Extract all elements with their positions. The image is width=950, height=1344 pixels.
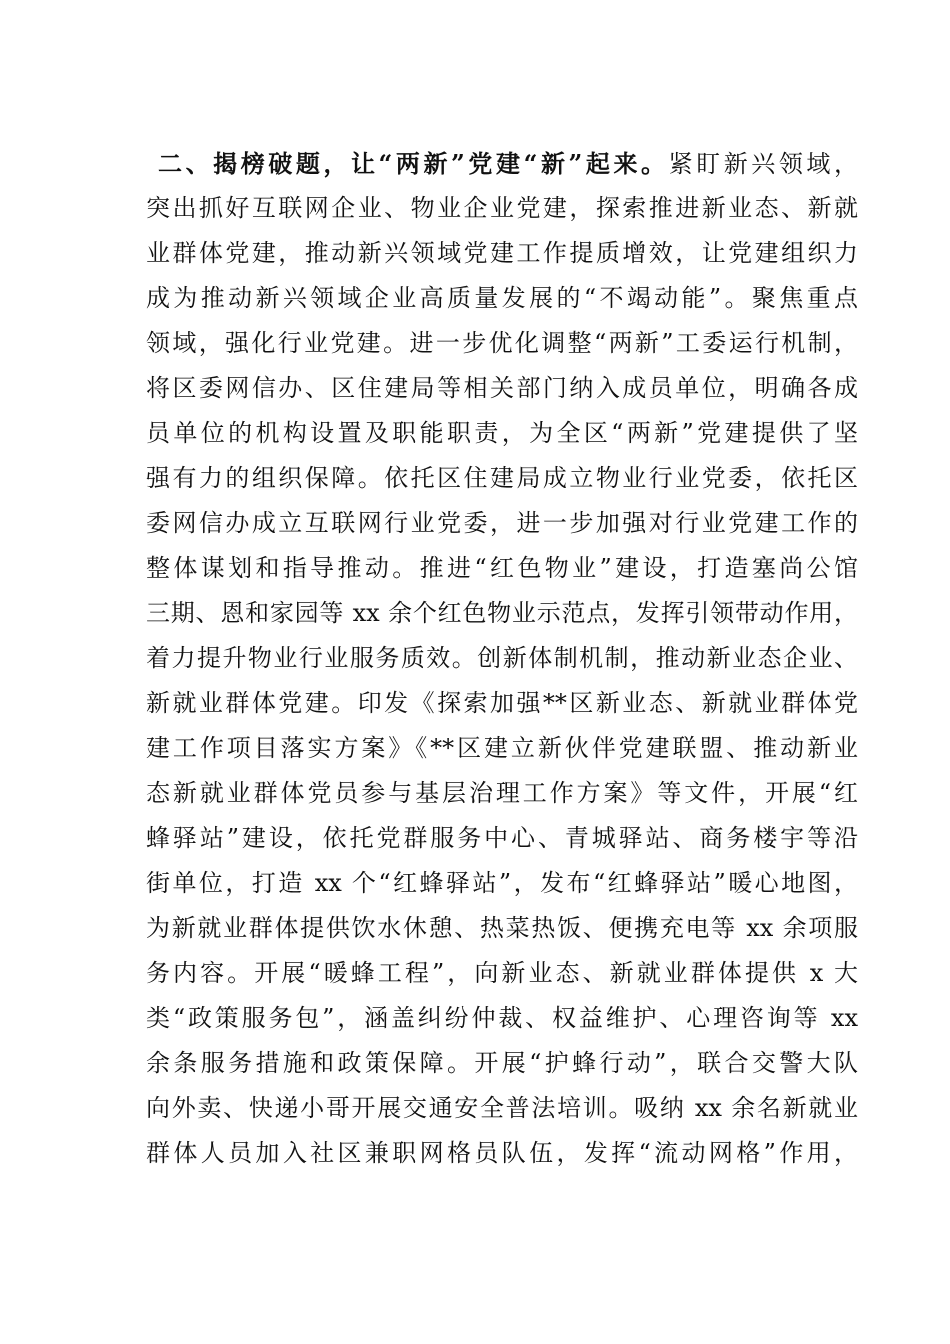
paragraph-line-16: 蜂驿站”建设，依托党群服务中心、青城驿站、商务楼宇等沿 bbox=[146, 824, 858, 852]
paragraph-line-20: 类“政策服务包”，涵盖纠纷仲裁、权益维护、心理咨询等 xx bbox=[146, 1004, 858, 1032]
paragraph-line-19: 务内容。开展“暖蜂工程”，向新业态、新就业群体提供 x 大 bbox=[146, 959, 858, 987]
paragraph-line-8: 强有力的组织保障。依托区住建局成立物业行业党委，依托区 bbox=[146, 464, 858, 492]
paragraph-line-21: 余条服务措施和政策保障。开展“护蜂行动”，联合交警大队 bbox=[146, 1049, 858, 1077]
paragraph-line-2: 突出抓好互联网企业、物业企业党建，探索推进新业态、新就 bbox=[146, 194, 858, 222]
paragraph-line-11: 三期、恩和家园等 xx 余个红色物业示范点，发挥引领带动作用， bbox=[146, 599, 858, 627]
paragraph-line-9: 委网信办成立互联网行业党委，进一步加强对行业党建工作的 bbox=[146, 509, 858, 537]
paragraph-line-3: 业群体党建，推动新兴领域党建工作提质增效，让党建组织力 bbox=[146, 239, 858, 267]
paragraph-line-5: 领域，强化行业党建。进一步优化调整“两新”工委运行机制， bbox=[146, 329, 858, 357]
paragraph-line-18: 为新就业群体提供饮水休憩、热菜热饭、便携充电等 xx 余项服 bbox=[146, 914, 858, 942]
paragraph-line-6: 将区委网信办、区住建局等相关部门纳入成员单位，明确各成 bbox=[146, 374, 858, 402]
paragraph-line-10: 整体谋划和指导推动。推进“红色物业”建设，打造塞尚公馆 bbox=[146, 554, 858, 582]
section-heading: 二、揭榜破题，让“两新”党建“新”起来。 bbox=[158, 149, 669, 178]
line-text: 紧盯新兴领域， bbox=[668, 150, 858, 178]
paragraph-line-7: 员单位的机构设置及职能职责，为全区“两新”党建提供了坚 bbox=[146, 419, 858, 447]
paragraph-line-14: 建工作项目落实方案》《**区建立新伙伴党建联盟、推动新业 bbox=[146, 734, 858, 762]
paragraph-line-17: 街单位，打造 xx 个“红蜂驿站”，发布“红蜂驿站”暖心地图， bbox=[146, 869, 858, 897]
body-paragraph bbox=[146, 141, 858, 1176]
paragraph-line-22: 向外卖、快递小哥开展交通安全普法培训。吸纳 xx 余名新就业 bbox=[146, 1094, 858, 1122]
paragraph-line-23: 群体人员加入社区兼职网格员队伍，发挥“流动网格”作用， bbox=[146, 1139, 858, 1167]
paragraph-line-13: 新就业群体党建。印发《探索加强**区新业态、新就业群体党 bbox=[146, 689, 858, 717]
paragraph-line-4: 成为推动新兴领域企业高质量发展的“不竭动能”。聚焦重点 bbox=[146, 284, 858, 312]
paragraph-line-12: 着力提升物业行业服务质效。创新体制机制，推动新业态企业、 bbox=[146, 644, 858, 672]
paragraph-line-1 bbox=[146, 141, 858, 186]
paragraph-line-15: 态新就业群体党员参与基层治理工作方案》等文件，开展“红 bbox=[146, 779, 858, 807]
